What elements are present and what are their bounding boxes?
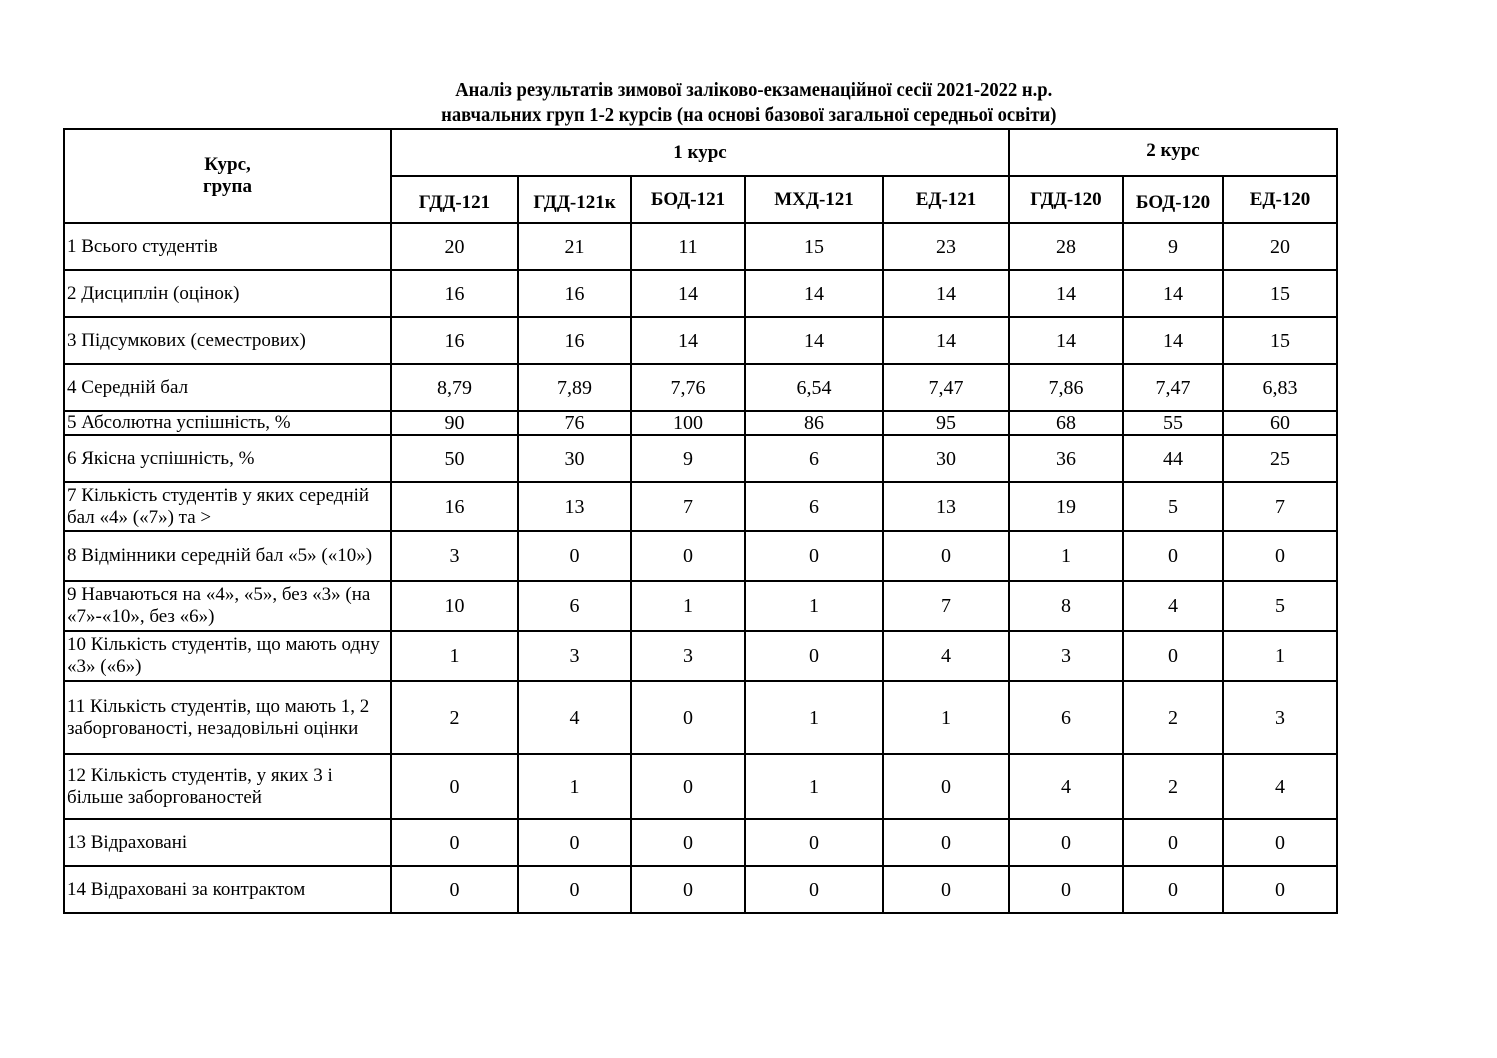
group-header-bod-120: БОД-120 xyxy=(1123,176,1223,223)
group-header-ed-121: ЕД-121 xyxy=(883,176,1009,223)
cell-bod-120: 4 xyxy=(1123,581,1223,631)
cell-gdd-121: 90 xyxy=(391,411,518,435)
cell-ed-120: 60 xyxy=(1223,411,1337,435)
cell-ed-120: 7 xyxy=(1223,482,1337,531)
cell-mhd-121: 0 xyxy=(745,631,883,681)
row-label: 6 Якісна успішність, % xyxy=(64,435,391,482)
cell-gdd-120: 14 xyxy=(1009,270,1123,317)
row-label: 13 Відраховані xyxy=(64,819,391,866)
cell-ed-121: 7,47 xyxy=(883,364,1009,411)
cell-mhd-121: 6,54 xyxy=(745,364,883,411)
cell-ed-121: 95 xyxy=(883,411,1009,435)
table-row xyxy=(64,482,1337,531)
row-label: 11 Кількість студентів, що мають 1, 2 заборгованості, незадовільні оцінки xyxy=(64,681,391,754)
table-row xyxy=(64,317,1337,364)
cell-bod-120: 14 xyxy=(1123,270,1223,317)
table-row xyxy=(64,223,1337,270)
cell-mhd-121: 6 xyxy=(745,482,883,531)
row-label: 2 Дисциплін (оцінок) xyxy=(64,270,391,317)
cell-ed-120: 1 xyxy=(1223,631,1337,681)
cell-bod-120: 9 xyxy=(1123,223,1223,270)
cell-gdd-121: 0 xyxy=(391,866,518,913)
cell-gdd-121k: 3 xyxy=(518,631,631,681)
cell-mhd-121: 0 xyxy=(745,866,883,913)
cell-mhd-121: 6 xyxy=(745,435,883,482)
group-header-gdd-120: ГДД-120 xyxy=(1009,176,1123,223)
table-row xyxy=(64,435,1337,482)
cell-gdd-121: 1 xyxy=(391,631,518,681)
cell-ed-121: 14 xyxy=(883,270,1009,317)
row-label: 14 Відраховані за контрактом xyxy=(64,866,391,913)
cell-bod-121: 1 xyxy=(631,581,745,631)
cell-ed-121: 1 xyxy=(883,681,1009,754)
cell-gdd-121: 8,79 xyxy=(391,364,518,411)
cell-ed-121: 23 xyxy=(883,223,1009,270)
cell-bod-121: 14 xyxy=(631,270,745,317)
cell-bod-120: 7,47 xyxy=(1123,364,1223,411)
session-results-table xyxy=(63,128,1338,914)
cell-gdd-121k: 0 xyxy=(518,531,631,581)
cell-gdd-121: 10 xyxy=(391,581,518,631)
cell-ed-121: 14 xyxy=(883,317,1009,364)
cell-ed-121: 0 xyxy=(883,819,1009,866)
cell-gdd-121k: 6 xyxy=(518,581,631,631)
table-row xyxy=(64,819,1337,866)
cell-gdd-121: 0 xyxy=(391,819,518,866)
table-row xyxy=(64,581,1337,631)
row-label: 10 Кількість студентів, що мають одну «3» («6») xyxy=(64,631,391,681)
cell-ed-121: 0 xyxy=(883,531,1009,581)
cell-gdd-121: 3 xyxy=(391,531,518,581)
table-row xyxy=(64,681,1337,754)
cell-gdd-120: 0 xyxy=(1009,866,1123,913)
cell-gdd-120: 14 xyxy=(1009,317,1123,364)
group-header-bod-121: БОД-121 xyxy=(631,176,745,223)
cell-bod-121: 9 xyxy=(631,435,745,482)
cell-mhd-121: 1 xyxy=(745,681,883,754)
cell-gdd-121: 2 xyxy=(391,681,518,754)
cell-bod-121: 100 xyxy=(631,411,745,435)
cell-gdd-121k: 21 xyxy=(518,223,631,270)
cell-ed-120: 25 xyxy=(1223,435,1337,482)
group-header-mhd-121: МХД-121 xyxy=(745,176,883,223)
cell-bod-121: 7 xyxy=(631,482,745,531)
group-header-gdd-121k: ГДД-121к xyxy=(518,176,631,223)
cell-ed-121: 0 xyxy=(883,754,1009,819)
cell-ed-120: 3 xyxy=(1223,681,1337,754)
cell-gdd-121: 16 xyxy=(391,482,518,531)
cell-gdd-120: 1 xyxy=(1009,531,1123,581)
corner-header xyxy=(64,129,391,223)
table-row xyxy=(64,364,1337,411)
cell-gdd-121: 16 xyxy=(391,270,518,317)
cell-mhd-121: 1 xyxy=(745,754,883,819)
cell-mhd-121: 0 xyxy=(745,819,883,866)
course-header-1: 1 курс xyxy=(391,129,1009,176)
cell-ed-120: 4 xyxy=(1223,754,1337,819)
cell-bod-121: 0 xyxy=(631,866,745,913)
cell-gdd-121: 20 xyxy=(391,223,518,270)
cell-bod-120: 5 xyxy=(1123,482,1223,531)
table-row xyxy=(64,270,1337,317)
table-row xyxy=(64,631,1337,681)
document-title-line-2: навчальних груп 1-2 курсів (на основі базової загальної середньої освіти) xyxy=(441,104,1057,126)
cell-bod-121: 0 xyxy=(631,681,745,754)
cell-ed-121: 0 xyxy=(883,866,1009,913)
cell-bod-121: 0 xyxy=(631,754,745,819)
cell-ed-121: 13 xyxy=(883,482,1009,531)
cell-mhd-121: 14 xyxy=(745,317,883,364)
course-header-2: 2 курс xyxy=(1009,129,1337,176)
row-label: 8 Відмінники середній бал «5» («10») xyxy=(64,531,391,581)
table-row xyxy=(64,531,1337,581)
group-header-ed-120: ЕД-120 xyxy=(1223,176,1337,223)
cell-bod-121: 7,76 xyxy=(631,364,745,411)
row-label: 5 Абсолютна успішність, % xyxy=(64,411,391,435)
cell-gdd-120: 7,86 xyxy=(1009,364,1123,411)
cell-gdd-121k: 1 xyxy=(518,754,631,819)
cell-ed-120: 15 xyxy=(1223,317,1337,364)
cell-ed-120: 6,83 xyxy=(1223,364,1337,411)
cell-gdd-121: 0 xyxy=(391,754,518,819)
cell-gdd-120: 68 xyxy=(1009,411,1123,435)
table-row xyxy=(64,411,1337,435)
cell-bod-120: 44 xyxy=(1123,435,1223,482)
cell-bod-120: 14 xyxy=(1123,317,1223,364)
cell-bod-121: 0 xyxy=(631,819,745,866)
cell-bod-121: 11 xyxy=(631,223,745,270)
cell-gdd-120: 36 xyxy=(1009,435,1123,482)
cell-mhd-121: 14 xyxy=(745,270,883,317)
cell-bod-121: 3 xyxy=(631,631,745,681)
cell-gdd-121: 16 xyxy=(391,317,518,364)
row-label: 3 Підсумкових (семестрових) xyxy=(64,317,391,364)
cell-bod-121: 14 xyxy=(631,317,745,364)
cell-ed-120: 0 xyxy=(1223,819,1337,866)
header-row-courses xyxy=(64,129,1337,176)
cell-gdd-121k: 0 xyxy=(518,866,631,913)
cell-gdd-121: 50 xyxy=(391,435,518,482)
cell-gdd-120: 28 xyxy=(1009,223,1123,270)
cell-bod-120: 0 xyxy=(1123,531,1223,581)
document-title-line-1: Аналіз результатів зимової заліково-екзаменаційної сесії 2021-2022 н.р. xyxy=(455,79,1053,101)
cell-gdd-121k: 16 xyxy=(518,270,631,317)
cell-gdd-121k: 4 xyxy=(518,681,631,754)
cell-ed-121: 4 xyxy=(883,631,1009,681)
cell-ed-121: 30 xyxy=(883,435,1009,482)
cell-ed-120: 0 xyxy=(1223,531,1337,581)
row-label: 4 Середній бал xyxy=(64,364,391,411)
cell-gdd-120: 19 xyxy=(1009,482,1123,531)
corner-header-line-2: група xyxy=(203,176,252,197)
cell-mhd-121: 15 xyxy=(745,223,883,270)
row-label: 9 Навчаються на «4», «5», без «3» (на «7»-«10», без «6») xyxy=(64,581,391,631)
cell-bod-120: 0 xyxy=(1123,631,1223,681)
cell-ed-120: 15 xyxy=(1223,270,1337,317)
cell-gdd-121k: 7,89 xyxy=(518,364,631,411)
table-row xyxy=(64,754,1337,819)
cell-gdd-120: 3 xyxy=(1009,631,1123,681)
cell-gdd-121k: 76 xyxy=(518,411,631,435)
cell-gdd-121k: 30 xyxy=(518,435,631,482)
row-label: 1 Всього студентів xyxy=(64,223,391,270)
cell-gdd-121k: 0 xyxy=(518,819,631,866)
cell-bod-120: 55 xyxy=(1123,411,1223,435)
row-label: 7 Кількість студентів у яких середній бал «4» («7») та > xyxy=(64,482,391,531)
row-label: 12 Кількість студентів, у яких 3 і більше заборгованостей xyxy=(64,754,391,819)
cell-gdd-120: 4 xyxy=(1009,754,1123,819)
cell-mhd-121: 0 xyxy=(745,531,883,581)
cell-mhd-121: 1 xyxy=(745,581,883,631)
cell-bod-120: 0 xyxy=(1123,866,1223,913)
cell-gdd-121k: 16 xyxy=(518,317,631,364)
cell-mhd-121: 86 xyxy=(745,411,883,435)
cell-bod-121: 0 xyxy=(631,531,745,581)
cell-ed-120: 5 xyxy=(1223,581,1337,631)
cell-ed-121: 7 xyxy=(883,581,1009,631)
table-row xyxy=(64,866,1337,913)
cell-ed-120: 0 xyxy=(1223,866,1337,913)
cell-ed-120: 20 xyxy=(1223,223,1337,270)
cell-bod-120: 0 xyxy=(1123,819,1223,866)
cell-gdd-120: 8 xyxy=(1009,581,1123,631)
group-header-gdd-121: ГДД-121 xyxy=(391,176,518,223)
cell-gdd-120: 0 xyxy=(1009,819,1123,866)
corner-header-line-1: Курс, xyxy=(204,154,251,175)
cell-gdd-121k: 13 xyxy=(518,482,631,531)
cell-bod-120: 2 xyxy=(1123,754,1223,819)
cell-gdd-120: 6 xyxy=(1009,681,1123,754)
cell-bod-120: 2 xyxy=(1123,681,1223,754)
